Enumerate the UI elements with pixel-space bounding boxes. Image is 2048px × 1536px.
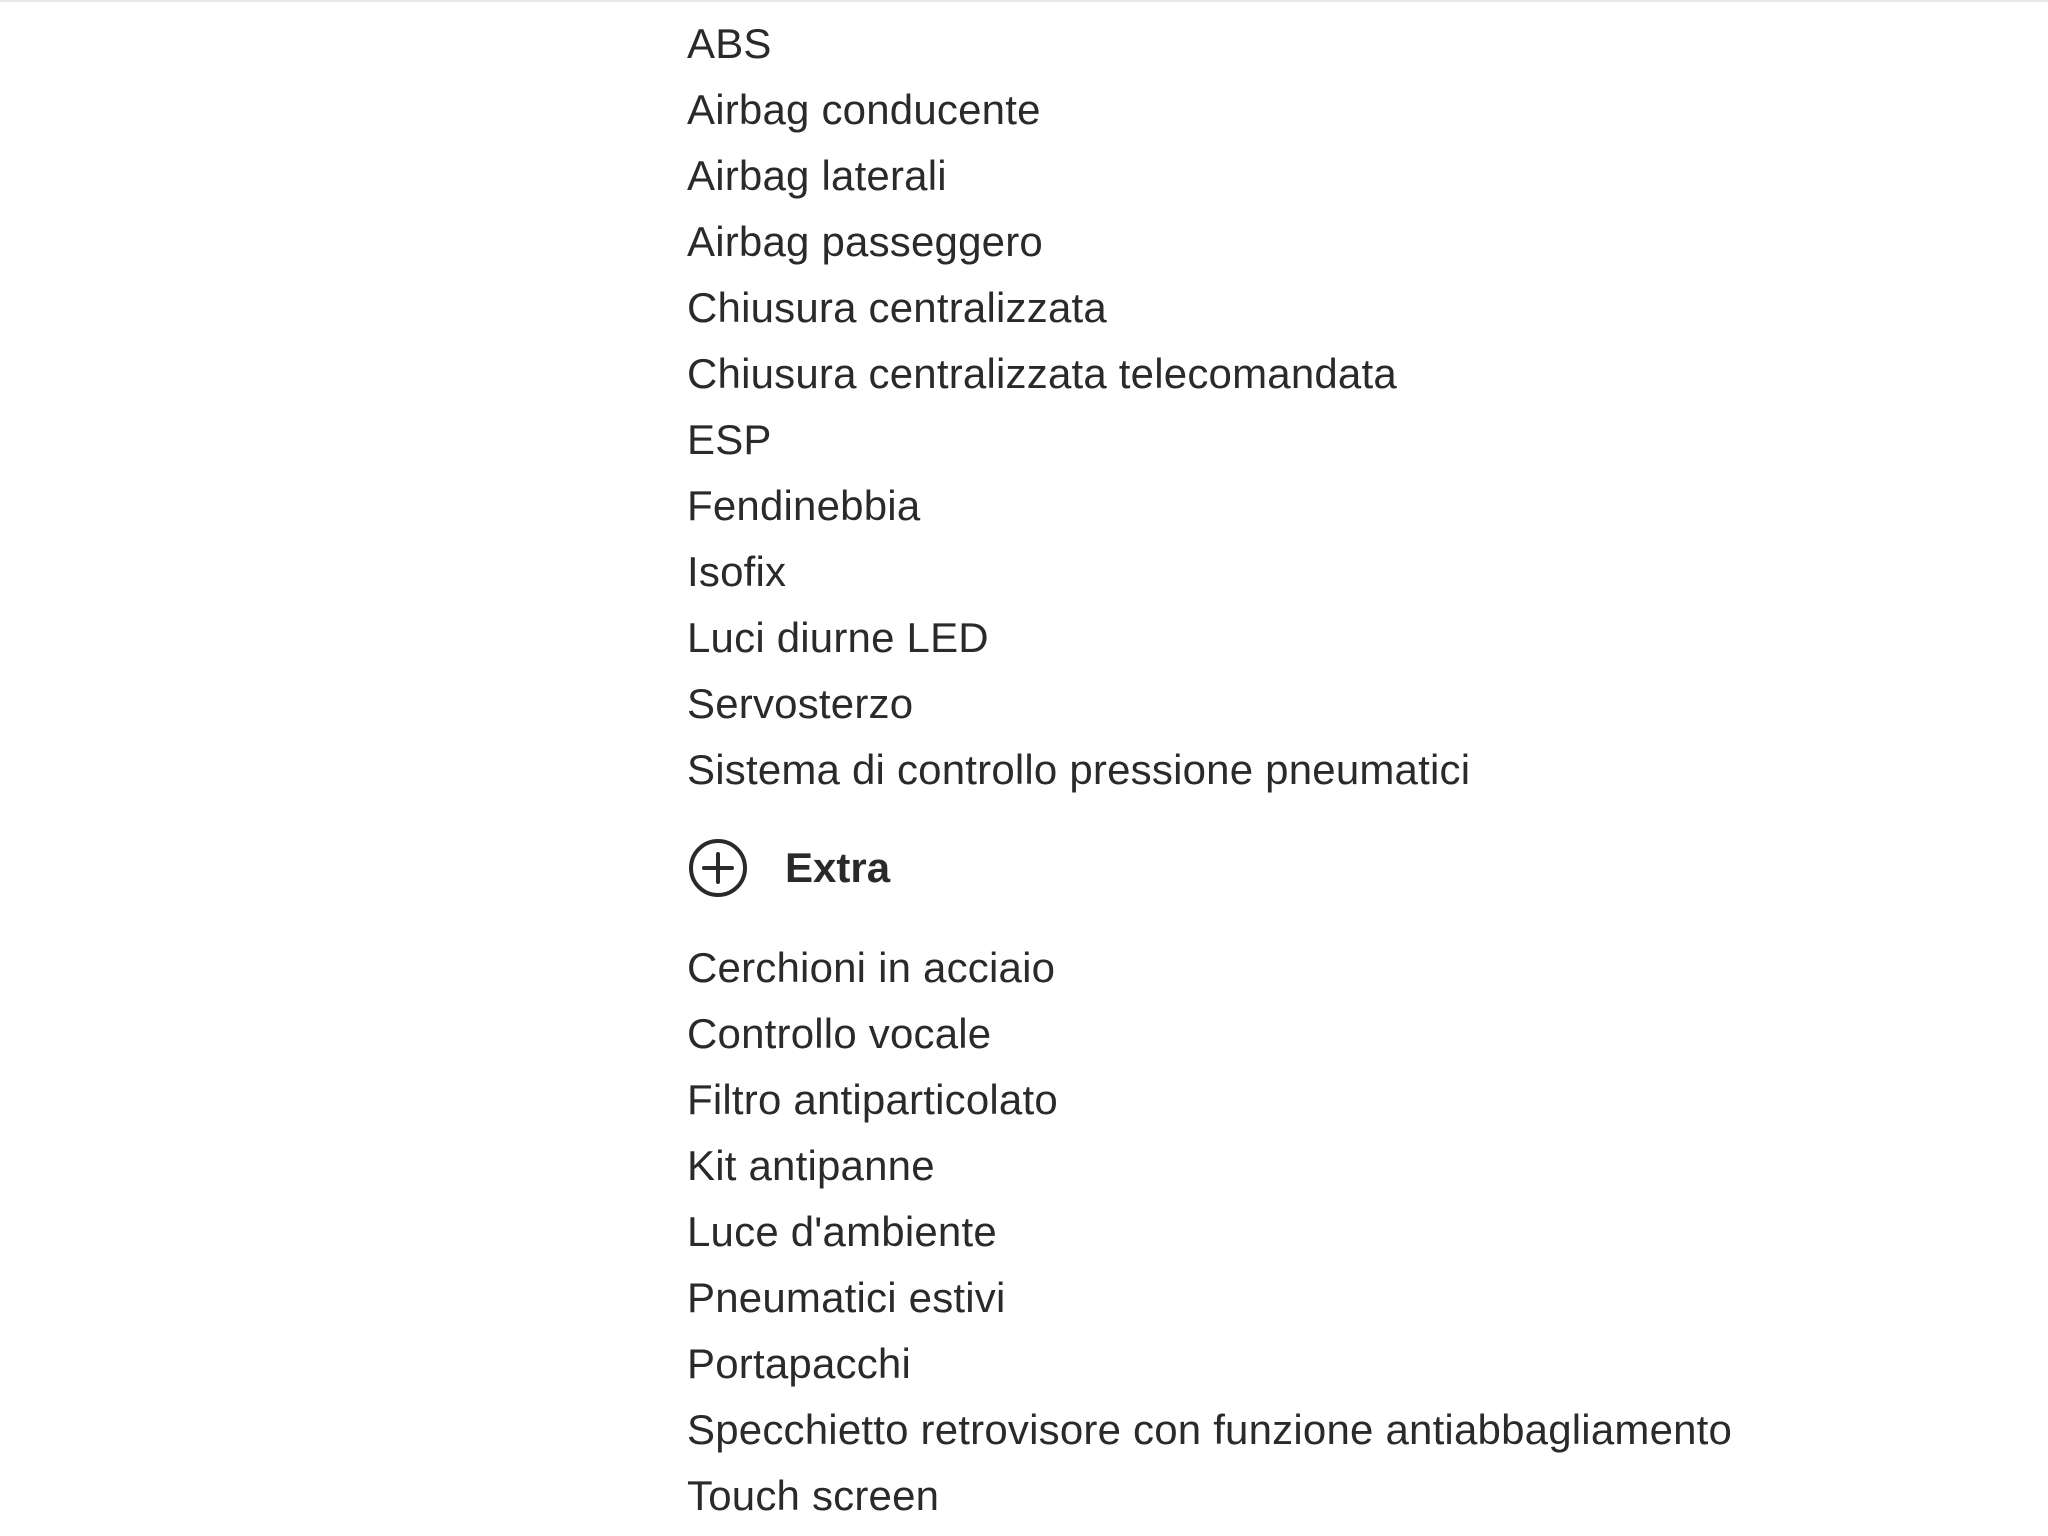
feature-item: Chiusura centralizzata (687, 284, 1107, 331)
feature-item: Servosterzo (687, 680, 914, 727)
top-divider (0, 0, 2048, 2)
extra-item: Kit antipanne (687, 1142, 935, 1189)
feature-item: Luci diurne LED (687, 614, 989, 661)
extra-features-list (687, 935, 1732, 1529)
extra-item: Luce d'ambiente (687, 1208, 997, 1255)
extra-item: Pneumatici estivi (687, 1274, 1006, 1321)
extra-item: Filtro antiparticolato (687, 1076, 1058, 1123)
extra-item: Touch screen (687, 1472, 940, 1519)
standard-features-list (687, 11, 1470, 803)
extra-item: Controllo vocale (687, 1010, 992, 1057)
plus-circle-icon (687, 837, 749, 899)
feature-item: ABS (687, 20, 772, 67)
feature-item: Chiusura centralizzata telecomandata (687, 350, 1397, 397)
feature-item: Fendinebbia (687, 482, 921, 529)
feature-item: ESP (687, 416, 772, 463)
extra-item: Specchietto retrovisore con funzione antiabbagliamento (687, 1406, 1733, 1453)
extra-section-title: Extra (785, 844, 891, 891)
feature-item: Airbag passeggero (687, 218, 1043, 265)
feature-item: Isofix (687, 548, 787, 595)
extra-item: Cerchioni in acciaio (687, 944, 1056, 991)
feature-item: Airbag laterali (687, 152, 947, 199)
extra-section-header (687, 837, 890, 899)
extra-item: Portapacchi (687, 1340, 911, 1387)
feature-item: Sistema di controllo pressione pneumatici (687, 746, 1471, 793)
feature-item: Airbag conducente (687, 86, 1041, 133)
